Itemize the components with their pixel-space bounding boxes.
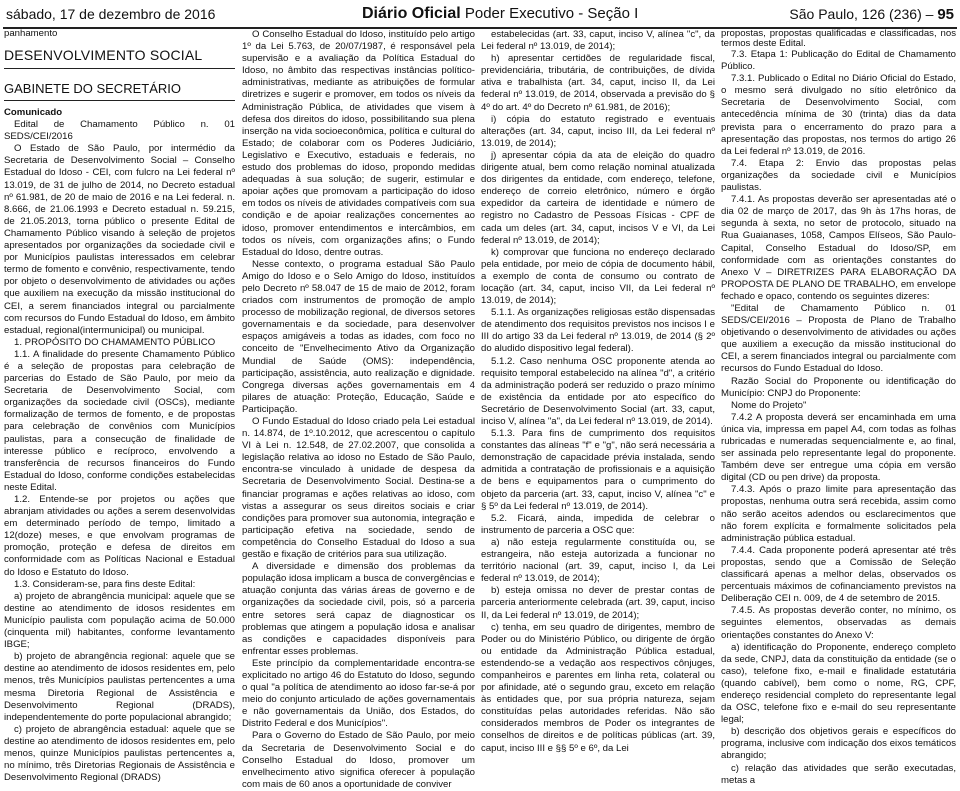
paragraph: b) descrição dos objetivos gerais e específicos do programa, inclusive com indicação dos eixos temáticos abrangido;	[721, 726, 956, 762]
place-issue: São Paulo, 126 (236) –	[789, 6, 938, 22]
paragraph: Para o Governo do Estado de São Paulo, por meio da Secretaria de Desenvolvimento Social e do Conselho Estadual do Idoso, promover um envelhecimento ativo significa oferecer à população com mais de 60 anos a oportunidade de conviver	[242, 730, 475, 790]
paragraph: c) tenha, em seu quadro de dirigentes, membro de Poder ou do Ministério Público, ou dirigente de órgão ou entidade da Administração Pública estadual, estendendo-se a vedação aos respectivos cônjuges, companheiros e parentes em linha reta, colateral ou por afinidade, até o segundo grau, exceto em relação às entidades que, por sua própria natureza, sejam constituídas pelas autoridades referidas. Não são considerados membros de Poder os integrantes de conselhos de direitos e de políticas públicas (art. 39, caput, inciso III e §§ 5º e 6º, da Lei	[481, 621, 715, 754]
newspaper-section: Poder Executivo - Seção I	[460, 5, 639, 22]
paragraph: 1.1. A finalidade do presente Chamamento Público é a seleção de propostas para celebração de parcerias do Estado de São Paulo, por meio da Secretaria de Desenvolvimento Social, com organizações da sociedade civil (OSCs), mediante formalização de termos de fomento, e de propostas para celebração de convênios com Municípios paulistas, para a consecução de finalidade de interesse público e recíproco, envolvendo a transferência de recursos financeiros do Fundo Estadual do Idoso, conforme condições estabelecidas neste Edital.	[4, 348, 235, 493]
issue-date: sábado, 17 de dezembro de 2016	[6, 6, 216, 22]
column-4-body	[721, 49, 956, 787]
column-3	[481, 29, 715, 754]
column-4	[721, 28, 956, 786]
column-2-body	[242, 29, 475, 791]
paragraph: estabelecidas (art. 33, caput, inciso V, alínea "c", da Lei federal nº 13.019, de 2014);	[481, 29, 715, 53]
notice-label: Comunicado	[4, 107, 63, 118]
paragraph: 5.1.2. Caso nenhuma OSC proponente atenda ao requisito temporal estabelecido na alínea "d", a critério da administração poderá ser reduzido o prazo mínimo de existência da entidade por ato específico do Secretário de Desenvolvimento Social (art. 33, caput, inciso V, alínea "a", da Lei federal nº 13.019, de 2014).	[481, 355, 715, 427]
paragraph: a) não esteja regularmente constituída ou, se estrangeira, não esteja autorizada a funcionar no território nacional (art. 39, caput, inciso I, da Lei federal nº 13.019, de 2014);	[481, 536, 715, 585]
subsection-heading: GABINETE DO SECRETÁRIO	[4, 81, 235, 101]
paragraph: 1.2. Entende-se por projetos ou ações que abranjam atividades ou ações a serem desenvolvidas em determinado período de tempo, limitado a 12(doze) meses, e que envolvam programas de promoção, proteção e defesa de direitos em conformidade com as Políticas Nacional e Estadual do Idoso e Estatuto do Idoso.	[4, 494, 235, 578]
paragraph: 7.4. Etapa 2: Envio das propostas pelas organizações da sociedade civil e Municípios paulistas.	[721, 157, 956, 194]
paragraph: Nome do Projeto"	[731, 399, 807, 411]
paragraph: a) projeto de abrangência municipal: aquele que se destine ao atendimento de idosos residentes em Município paulista com população acima de 50.000 (cinquenta mil) habitantes, conforme levantamento IBGE;	[4, 590, 235, 651]
continued-text: panhamento	[4, 28, 58, 39]
paragraph: 5.2. Ficará, ainda, impedida de celebrar o instrumento de parceria a OSC que:	[481, 512, 715, 536]
paragraph: 7.4.4. Cada proponente poderá apresentar até três propostas, sendo que a Comissão de Seleção classificará apenas a melhor delas, observados os percentuais máximos de cofinanciamento previstos na Deliberação CEI n. 009, de 4 de setembro de 2015.	[721, 544, 956, 605]
issue-info	[789, 6, 954, 23]
page-number: 95	[937, 6, 954, 23]
continued-text: propostas, propostas qualificadas e classificadas, nos termos deste Edital.	[721, 28, 956, 49]
paragraph: O Estado de São Paulo, por intermédio da Secretaria de Desenvolvimento Social – Conselho Estadual do Idoso - CEI, com fulcro na Lei federal nº 13.019, de 31 de julho de 2014, no Decreto estadual nº 61.981, de 20 de maio de 2016 e na Lei federal. n. 8.666, de 21.06.1993 e Decreto estadual n. 59.215, de 21.05.2013, torna público o presente Edital de Chamamento Público visando à seleção de projetos apresentados por organizações da sociedade civil e por Municípios paulistas interessados em celebrar termo de fomento e convênio, respectivamente, tendo por objeto o desenvolvimento de atividades ou ações que auxiliem na execução da missão institucional do CEI, a serem financiados integral ou parcialmente com recursos do Fundo Estadual do Idoso, em âmbito estadual, regional(intermunicipal) ou municipal.	[4, 143, 235, 336]
column-2	[242, 29, 475, 790]
paragraph: 1. PROPÓSITO DO CHAMAMENTO PÚBLICO	[14, 336, 216, 348]
paragraph: b) projeto de abrangência regional: aquele que se destine ao atendimento de idosos residentes em, pelo menos, três Municípios paulistas pertencentes a uma mesma Diretoria Regional de Assistência e Desenvolvimento Regional (DRADS), independentemente do porte populacional abrangido;	[4, 651, 235, 723]
paragraph: c) relação das atividades que serão executadas, metas a	[721, 762, 956, 786]
paragraph: 5.1.1. As organizações religiosas estão dispensadas de atendimento dos requisitos previstos nos incisos I e III do artigo 33 da Lei federal nº 13.019, de 2014 (§ 2º do aludido dispositivo legal federal).	[481, 307, 715, 355]
column-1-body	[4, 119, 235, 784]
paragraph: O Fundo Estadual do Idoso criado pela Lei estadual n. 14.874, de 1º.10.2012, que acrescentou o capítulo VI à Lei n. 12.548, de 27.02.2007, que consolida a legislação relativa ao idoso no Estado de São Paulo, encontra-se vinculado à unidade de despesa da Secretaria de Desenvolvimento Social. Destina-se a financiar programas e ações relativas ao idoso, com vistas a assegurar os seus direitos sociais e criar condições para promover sua autonomia, integração e participação efetiva na sociedade, sendo de competência do Conselho Estadual do Idoso a sua gestão e fixação de critérios para sua utilização.	[242, 416, 475, 561]
paragraph: 7.4.5. As propostas deverão conter, no mínimo, os seguintes elementos, observadas as demais orientações constantes do Anexo V:	[721, 605, 956, 641]
paragraph: b) esteja omissa no dever de prestar contas de parceria anteriormente celebrada (art. 39, caput, inciso II, da Lei federal nº 13.019, de 2014);	[481, 585, 715, 621]
section-heading: DESENVOLVIMENTO SOCIAL	[4, 47, 235, 69]
paragraph: Este princípio da complementaridade encontra-se explicitado no artigo 46 do Estatuto do Idoso, segundo o qual "a política de atendimento ao idoso far-se-á por meio do conjunto articulado de ações governamentais e não governamentais da União, dos Estados, do Distrito Federal e dos Municípios".	[242, 657, 475, 730]
paragraph: 7.3.1. Publicado o Edital no Diário Oficial do Estado, o mesmo será divulgado no sítio eletrônico da Secretaria de Desenvolvimento Social, com antecedência mínima de 30 (trinta) dias da data prevista para o encerramento do prazo para a apresentação das propostas, nos termos do artigo 26 da Lei federal nº 13.019, de 2016.	[721, 73, 956, 157]
paragraph: 7.4.2 A proposta deverá ser encaminhada em uma única via, impressa em papel A4, com todas as folhas rubricadas e numeradas sequencialmente e, ao final, ser assinada pelo representante legal do proponente. Também deve ser entregue uma cópia em versão digital (CD ou pen drive) da proposta.	[721, 411, 956, 484]
paragraph: A diversidade e dimensão dos problemas da população idosa implicam a busca de convergências e atuação conjunta das várias áreas de governo e de organizações da sociedade civil, pois, só a parceria entre setores será capaz de diagnosticar os problemas que atingem a população idosa e analisar as condições e capacidades disponíveis para enfrentar esses problemas.	[242, 561, 475, 657]
paragraph: "Edital de Chamamento Público n. 01 SEDS/CEI/2016 – Proposta de Plano de Trabalho objetivando o desenvolvimento de atividades ou ações que auxiliem a execução da missão institucional do CEI, a serem financiados integral ou parcialmente com recursos do Fundo Estadual do Idoso.	[721, 302, 956, 375]
paragraph: Edital de Chamamento Público n. 01 SEDS/CEI/2016	[4, 119, 235, 143]
paragraph: i) cópia do estatuto registrado e eventuais alterações (art. 34, caput, inciso III, da Lei federal nº 13.019, de 2014);	[481, 113, 715, 149]
newspaper-title	[362, 5, 638, 23]
paragraph: k) comprovar que funciona no endereço declarado pela entidade, por meio de cópia de documento hábil, a exemplo de conta de consumo ou contrato de locação (art. 34, caput, inciso VII, da Lei federal nº 13.019, de 2014);	[481, 246, 715, 307]
paragraph: 7.4.3. Após o prazo limite para apresentação das propostas, nenhuma outra será recebida, assim como não serão aceitos adendos ou esclarecimentos que não forem explícita e formalmente solicitados pela administração pública estadual.	[721, 484, 956, 544]
paragraph: Razão Social do Proponente ou identificação do Município: CNPJ do Proponente:	[721, 375, 956, 399]
paragraph: a) identificação do Proponente, endereço completo da sede, CNPJ, data da constituição da entidade (se o caso), telefone fixo, e-mail e finalidade estatutária (quando cabível), bem como o nome, RG, CPF, endereço residencial completo do representante legal da OSC, telefone fixo e e-mail do seu representante legal;	[721, 641, 956, 726]
paragraph: j) apresentar cópia da ata de eleição do quadro dirigente atual, bem como relação nominal atualizada dos dirigentes da entidade, com endereço, telefone, endereço de correio eletrônico, número e órgão expedidor da carteira de identidade e número de registro no Cadastro de Pessoas Físicas - CPF de cada um deles (art. 34, caput, incisos V e VI, da Lei federal nº 13.019, de 2014);	[481, 149, 715, 246]
paragraph: Nesse contexto, o programa estadual São Paulo Amigo do Idoso e o Selo Amigo do Idoso, instituídos pelo Decreto nº 58.047 de 15 de maio de 2012, foram criados com instrumentos de promoção de amplo processo de mobilização regional, de diversos setores governamentais e da sociedade, para desenvolver espaços amigáveis a todas as idades, com foco no conceito de "Envelhecimento Ativo da Organização Mundial de Saúde (OMS): independência, participação, assistência, auto realização e dignidade. Congrega diversas ações governamentais em 4 pilares de atuação: Proteção, Educação, Saúde e Participação.	[242, 258, 475, 415]
masthead	[0, 0, 960, 26]
paragraph: O Conselho Estadual do Idoso, instituído pelo artigo 1º da Lei 5.763, de 20/07/1987, é responsável pela supervisão e a avaliação da Política Estadual do Idoso, no âmbito das respectivas instâncias político-administrativas, mediante as atribuições de formular diretrizes e sugerir e promover, em todos os níveis da Administração Pública, de atividades que visem à defesa dos direitos do idoso, possibilitando sua plena inserção na vida socioeconômica, política e cultural do Estado; de colaborar com os Poderes Judiciário, Legislativo e Executivo, estaduais e federais, no estudo dos problemas do idoso, propondo medidas adequadas à sua solução; de sugerir, estimular e apoiar ações que promovam a participação do idoso em todos os níveis de atividades compatíveis com sua condição e de apoiar realizações concernentes ao idoso, promover entendimentos e intercâmbios, em todos os níveis, com organizações afins; o Fundo Estadual do Idoso, dentre outras.	[242, 29, 475, 258]
column-1	[4, 28, 235, 784]
newspaper-name: Diário Oficial	[362, 5, 461, 22]
paragraph: 7.4.1. As propostas deverão ser apresentadas até o dia 02 de março de 2017, das 9h às 17hs horas, de segunda à sexta, no setor de protocolo, situado na Rua Guaianases, 1058, Campos Elíseos, São Paulo-Capital, Conselho Estadual do Idoso/SP, em conformidade com as orientações constantes do Anexo V – DIRETRIZES PARA ELABORAÇÃO DA PROPOSTA DE PLANO DE TRABALHO, em envelope fechado e opaco, contendo os seguintes dizeres:	[721, 194, 956, 302]
paragraph: 7.3. Etapa 1: Publicação do Edital de Chamamento Público.	[721, 49, 956, 73]
paragraph: h) apresentar certidões de regularidade fiscal, previdenciária, tributária, de contribuições, de dívida ativa e trabalhista (art. 34, caput, inciso II, da Lei federal nº 13.019, de 2014, observada a previsão do § 4º do art. 4º do Decreto nº 61.981, de 2016);	[481, 53, 715, 113]
paragraph: 5.1.3. Para fins de cumprimento dos requisitos constantes das alíneas "f" e "g", não será necessária a demonstração de capacidade prévia instalada, sendo admitida a contratação de profissionais e a aquisição de bens e equipamentos para o cumprimento do objeto da parceria (art. 33, caput, inciso V, alínea "c" e § 5º da Lei federal nº 13.019, de 2014).	[481, 428, 715, 512]
paragraph: c) projeto de abrangência estadual: aquele que se destine ao atendimento de idosos residentes em, pelo menos, quinze Municípios paulistas pertencentes a, no mínimo, três Diretorias Regionais de Assistência e Desenvolvimento Regional (DRADS)	[4, 723, 235, 784]
paragraph: 1.3. Consideram-se, para fins deste Edital:	[14, 578, 196, 590]
column-3-body	[481, 29, 715, 755]
